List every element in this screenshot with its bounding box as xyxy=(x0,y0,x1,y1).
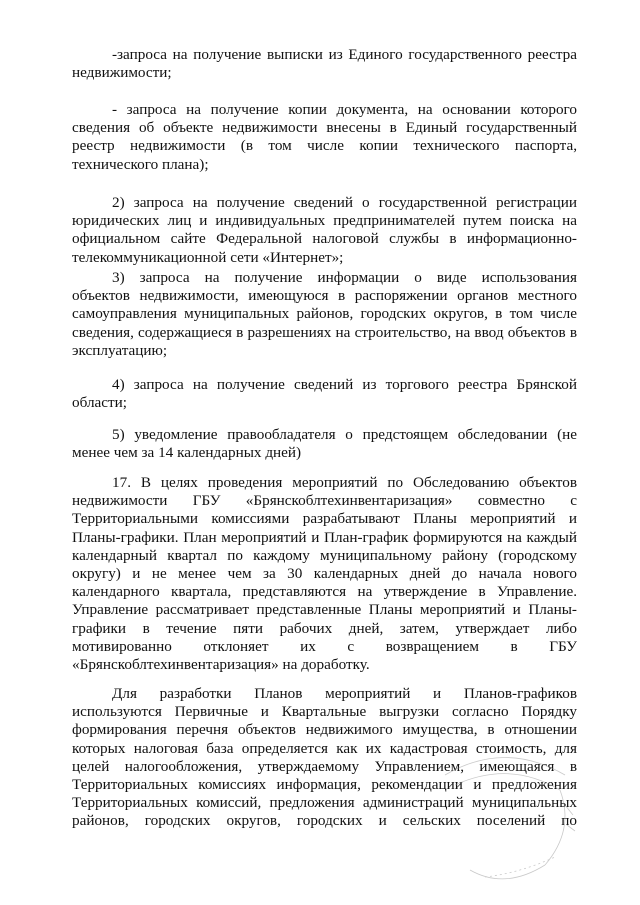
text-line: Территориальных комиссий, предложения администраций муниципальных xyxy=(72,794,577,812)
paragraph-item-3 xyxy=(72,269,577,360)
paragraph-extract-request xyxy=(72,46,577,82)
text-line: 2) запроса на получение сведений о государственной регистрации xyxy=(112,194,577,211)
text-line: используются Первичные и Квартальные выгрузки согласно Порядку xyxy=(72,703,577,721)
text-line: Территориальных комиссиях информация, рекомендации и предложения xyxy=(72,775,577,793)
text-line: самоуправления муниципальных районов, городских округов, в том числе xyxy=(72,305,577,323)
text-line: календарного квартала, представляются на утверждение в Управление. xyxy=(72,583,577,601)
text-line: сведения, содержащиеся в разрешениях на строительство, на ввод объектов в xyxy=(72,323,577,341)
paragraph-item-5 xyxy=(72,426,577,462)
text-line: эксплуатацию; xyxy=(72,341,168,359)
text-line: реестр недвижимости (в том числе копии технического паспорта, xyxy=(72,137,577,155)
text-line: целей налогообложения, утверждаемому Управлением, имеющаяся в xyxy=(72,757,577,775)
text-line: сведения об объекте недвижимости внесены в Единый государственный xyxy=(72,119,577,137)
text-line: менее чем за 14 календарных дней) xyxy=(72,444,302,462)
text-line: районов, городских округов, городских и сельских поселений по xyxy=(72,812,577,830)
text-line: календарный квартал по каждому муниципальному району (городскому xyxy=(72,546,577,564)
text-line: округу) и не менее чем за 30 календарных дней до начала нового xyxy=(72,564,577,582)
text-line: 5) уведомление правообладателя о предстоящем обследовании (не xyxy=(112,426,577,443)
text-line: графики в течение пяти рабочих дней, затем, утверждает либо xyxy=(72,619,577,637)
text-line: юридических лиц и индивидуальных предпринимателей путем поиска на xyxy=(72,212,577,230)
text-line: «Брянскоблтехинвентаризация» на доработку. xyxy=(72,655,370,673)
text-line: 17. В целях проведения мероприятий по Обследованию объектов xyxy=(112,474,577,491)
text-line: -запроса на получение выписки из Единого государственного реестра xyxy=(112,46,577,63)
text-line: Территориальными комиссиями разрабатывают Планы мероприятий и xyxy=(72,510,577,528)
text-line: официальном сайте Федеральной налоговой службы в информационно- xyxy=(72,230,577,248)
text-line: недвижимости; xyxy=(72,64,172,82)
paragraph-item-4 xyxy=(72,376,577,412)
text-line: - запроса на получение копии документа, на основании которого xyxy=(112,101,577,118)
text-line: телекоммуникационной сети «Интернет»; xyxy=(72,248,344,266)
text-line: мотивированно отклоняет их с возвращением в ГБУ xyxy=(72,637,577,655)
text-line: области; xyxy=(72,394,127,412)
text-line: недвижимости ГБУ «Брянскоблтехинвентаризация» совместно с xyxy=(72,492,577,510)
paragraph-item-2 xyxy=(72,194,577,267)
text-line: технического плана); xyxy=(72,155,209,173)
text-line: которых налоговая база определяется как их кадастровая стоимость, для xyxy=(72,739,577,757)
paragraph-planning-sources xyxy=(72,685,577,831)
text-line: 3) запроса на получение информации о виде использования xyxy=(112,269,577,286)
text-line: Управление рассматривает представленные Планы мероприятий и Планы- xyxy=(72,601,577,619)
paragraph-17 xyxy=(72,474,577,674)
text-line: Планы-графики. План мероприятий и План-график формируются на каждый xyxy=(72,528,577,546)
text-line: Для разработки Планов мероприятий и Планов-графиков xyxy=(112,685,577,702)
text-line: формирования перечня объектов недвижимого имущества, в отношении xyxy=(72,721,577,739)
text-line: 4) запроса на получение сведений из торгового реестра Брянской xyxy=(112,376,577,393)
paragraph-copy-request xyxy=(72,101,577,174)
text-line: объектов недвижимости, имеющуюся в распоряжении органов местного xyxy=(72,287,577,305)
